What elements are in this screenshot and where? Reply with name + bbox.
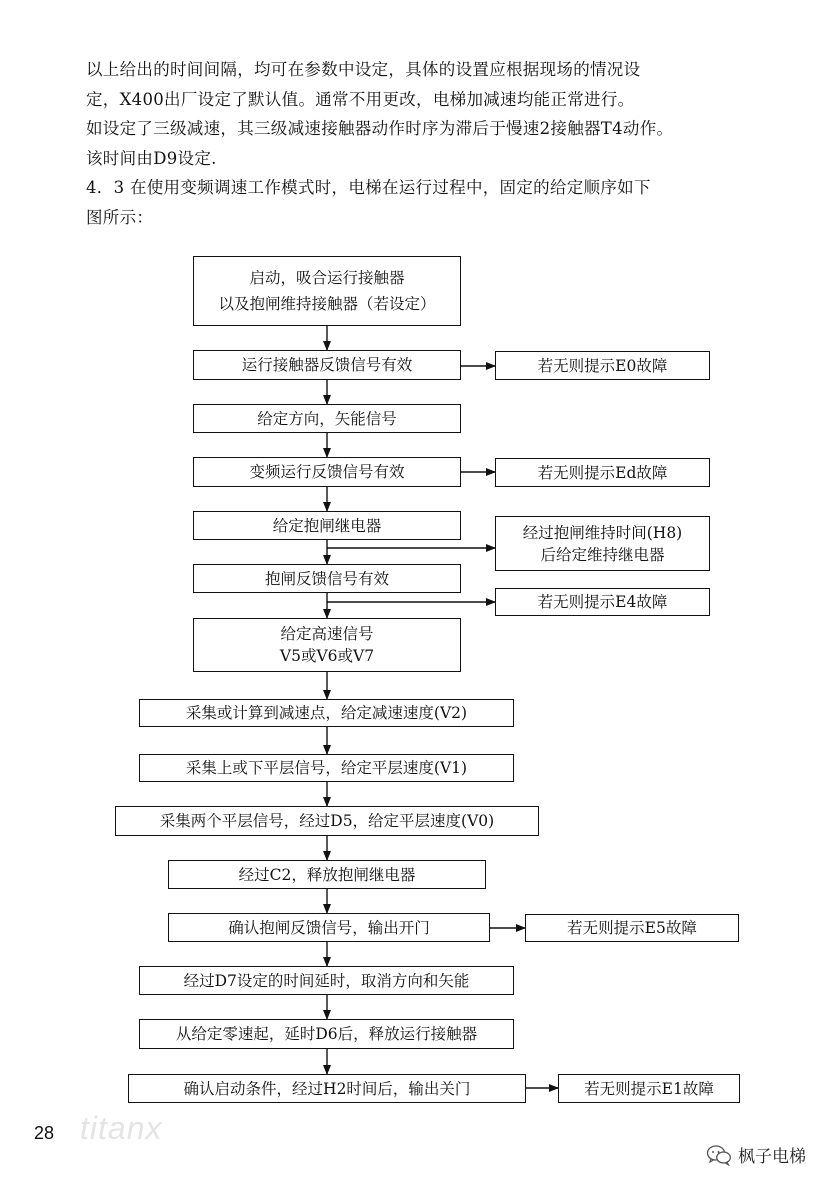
side-note-brake-hold <box>495 516 710 571</box>
page-number: 28 <box>34 1123 55 1143</box>
side-note-text: 经过抱闸维持时间(H8) <box>522 523 683 542</box>
flow-step-text: 给定方向，矢能信号 <box>257 409 397 428</box>
flow-step-text: 给定抱闸继电器 <box>272 516 382 535</box>
flow-step-text: 运行接触器反馈信号有效 <box>241 356 413 374</box>
flow-step-text: 采集或计算到减速点，给定减速速度(V2) <box>185 704 468 722</box>
flow-step-text: 采集两个平层信号，经过D5，给定平层速度(V0) <box>159 812 495 830</box>
flow-step-inverter-feedback <box>193 457 461 487</box>
side-note-text: 若无则提示E1故障 <box>584 1079 714 1098</box>
side-note-e0-fault <box>495 351 710 380</box>
side-note-text: 若无则提示E4故障 <box>537 593 668 611</box>
intro-line-4: 该时间由D9设定. <box>86 149 217 168</box>
intro-line-3: 如设定了三级减速，其三级减速接触器动作时序为滞后于慢速2接触器T4动作。 <box>86 119 674 138</box>
flow-step-cancel-direction <box>139 966 514 995</box>
side-note-text: 后给定维持继电器 <box>540 545 665 564</box>
flow-step-brake-feedback <box>193 564 461 593</box>
side-note-e4-fault <box>495 588 710 616</box>
side-note-text: 若无则提示E5故障 <box>567 919 697 937</box>
side-note-e5-fault <box>525 914 739 942</box>
flow-step-run-contactor-feedback <box>193 350 461 380</box>
side-note-ed-fault <box>495 458 710 487</box>
flow-step-text: 启动，吸合运行接触器 <box>249 269 405 287</box>
flow-step-text: 抱闸反馈信号有效 <box>264 569 389 588</box>
flow-step-open-door <box>168 913 490 942</box>
side-note-e1-fault <box>558 1074 740 1103</box>
intro-line-6: 图所示： <box>86 208 154 227</box>
flow-step-text: 确认启动条件，经过H2时间后，输出关门 <box>183 1079 471 1098</box>
wechat-account-badge <box>706 1142 806 1167</box>
flow-step-text: 以及抱闸维持接触器（若设定） <box>218 295 436 313</box>
flow-step-text: 从给定零速起，延时D6后，释放运行接触器 <box>175 1025 478 1043</box>
side-note-text: 若无则提示E0故障 <box>537 356 668 375</box>
flow-step-start <box>193 256 461 326</box>
flow-step-release-run-contactor <box>139 1019 514 1049</box>
flow-step-direction-enable <box>193 404 461 433</box>
intro-line-2: 定，X400出厂设定了默认值。通常不用更改，电梯加减速均能正常进行。 <box>86 90 635 109</box>
flow-step-text: 采集上或下平层信号，给定平层速度(V1) <box>185 759 468 777</box>
intro-line-5: 4．3 在使用变频调速工作模式时，电梯在运行过程中，固定的给定顺序如下 <box>86 178 651 197</box>
flow-step-brake-relay <box>193 511 461 540</box>
intro-line-1: 以上给出的时间间隔，均可在参数中设定，具体的设置应根据现场的情况设 <box>86 60 641 79</box>
flow-step-text: 经过D7设定的时间延时，取消方向和矢能 <box>183 971 470 990</box>
flow-step-leveling-v0 <box>115 806 539 836</box>
wechat-icon <box>706 1144 732 1166</box>
flow-step-release-brake <box>168 860 486 889</box>
flow-step-text: 变频运行反馈信号有效 <box>249 463 405 481</box>
flow-step-text: 确认抱闸反馈信号，输出开门 <box>228 918 430 937</box>
flow-step-deceleration <box>139 699 514 727</box>
flow-step-high-speed <box>193 618 461 672</box>
flow-step-leveling-v1 <box>139 754 514 782</box>
flow-step-text: 经过C2，释放抱闸继电器 <box>238 865 416 884</box>
flow-step-close-door <box>128 1074 526 1103</box>
side-note-text: 若无则提示Ed故障 <box>537 463 668 482</box>
flow-step-text: 给定高速信号 <box>280 625 374 643</box>
watermark: titanx <box>80 1110 163 1146</box>
flow-step-text: V5或V6或V7 <box>279 647 375 665</box>
wechat-account-name: 枫子电梯 <box>738 1147 806 1167</box>
